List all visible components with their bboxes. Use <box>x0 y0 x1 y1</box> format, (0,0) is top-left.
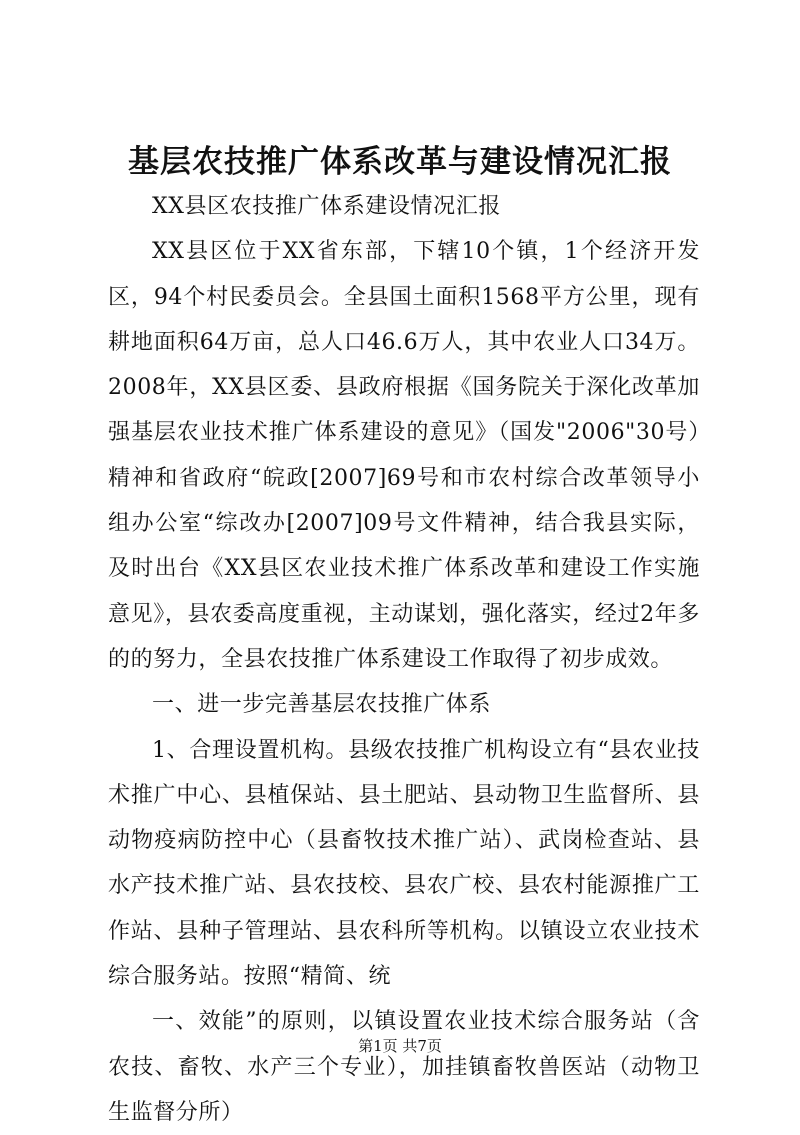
subtitle-paragraph: XX县区农技推广体系建设情况汇报 <box>152 194 501 219</box>
institution-paragraph: 1、合理设置机构。县级农技推广机构设立有“县农业技术推广中心、县植保站、县土肥站、县动物卫生监督所、县动物疫病防控中心（县畜牧技术推广站）、武岗检查站、县水产技术推广站、县农技校、县农广校、县农村能源推广工作站、县种子管理站、县农科所等机构。以镇设立农业技术综合服务站。按照“精简、统 <box>108 737 700 990</box>
efficiency-paragraph: 一、效能”的原则，以镇设置农业技术综合服务站（含农技、畜牧、水产三个专业），加挂镇畜牧兽医站（动物卫生监督分所） <box>108 1009 700 1125</box>
page-footer: 第1页 共7页 <box>358 1037 442 1055</box>
document-title: 基层农技推广体系改革与建设情况汇报 <box>128 144 672 180</box>
overview-paragraph: XX县区位于XX省东部，下辖10个镇，1个经济开发区，94个村民委员会。全县国土面积1568平方公里，现有耕地面积64万亩，总人口46.6万人，其中农业人口34万。2008年，XX县区委、县政府根据《国务院关于深化改革加强基层农业技术推广体系建设的意见》（国发"2006"30号）精神和省政府“皖政[2007]69号和市农村综合改革领导小组办公室“综改办[2007]09号文件精神，结合我县实际，及时出台《XX县区农业技术推广体系改革和建设工作实施意见》，县农委高度重视，主动谋划，强化落实，经过2年多的的努力，全县农技推广体系建设工作取得了初步成效。 <box>108 239 700 672</box>
section-heading: 一、进一步完善基层农技推广体系 <box>152 692 492 718</box>
document-body <box>108 184 700 1135</box>
